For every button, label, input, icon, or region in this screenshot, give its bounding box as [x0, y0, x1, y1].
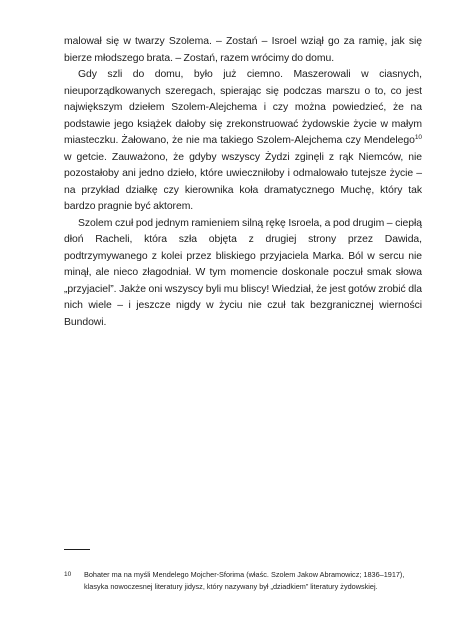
footnote-reference[interactable]: 10	[414, 134, 422, 141]
footnote	[64, 569, 426, 592]
paragraph-2-text-before: Gdy szli do domu, było już ciemno. Maszerowali w ciasnych, nieuporządkowanych szeregach, spierając się podczas marszu o to, co jest największym dziełem Szolem-Alejchema i czy można powiedzieć, że na podstawie jego książek dałoby się zrekonstruować żydowskie życie w małym miasteczku. Żałowano, że nie ma takiego Szolem-Alejchema czy Mendelego	[64, 69, 422, 146]
paragraph-1	[64, 34, 422, 67]
paragraph-3	[64, 216, 422, 332]
paragraph-1-text: malował się w twarzy Szolema. – Zostań – Isroel wziął go za ramię, jak się bierze młodszego brata. – Zostań, razem wrócimy do domu.	[64, 36, 422, 64]
footnote-text: Bohater ma na myśli Mendelego Mojcher-Sforima (właśc. Szolem Jakow Abramowicz; 1836–1917), klasyka nowoczesnej literatury jidysz, który nazywany był „dziadkiem” literatury żydowskiej.	[84, 570, 405, 591]
paragraph-3-text: Szolem czuł pod jednym ramieniem silną rękę Isroela, a pod drugim – ciepłą dłoń Racheli, która szła objęta z drugiej strony przez Dawida, podtrzymywanego z kolei przez bliskiego przyjaciela Marka. Ból w sercu nie minął, ale nieco złagodniał. W tym momencie doskonale poczuł smak słowa „przyjaciel”. Jakże oni wszyscy byli mu bliscy! Wiedział, że jest gotów zrobić dla nich wiele – i jeszcze nigdy w życiu nie czuł tak bezgranicznej wierności Bundowi.	[64, 217, 422, 328]
paragraph-2	[64, 67, 422, 216]
paragraph-2-text-after: w getcie. Zauważono, że gdyby wszyscy Żydzi zginęli z rąk Niemców, nie pozostałoby ani jedno dzieło, które uwieczniłoby i odmalowało tutejsze życie – na przykład działkę czy kierownika koła dramatycznego Muchę, który tak bardzo pragnie być aktorem.	[64, 151, 422, 212]
main-text	[64, 34, 422, 331]
footnote-number: 10	[64, 571, 72, 578]
footnote-separator	[64, 549, 90, 550]
